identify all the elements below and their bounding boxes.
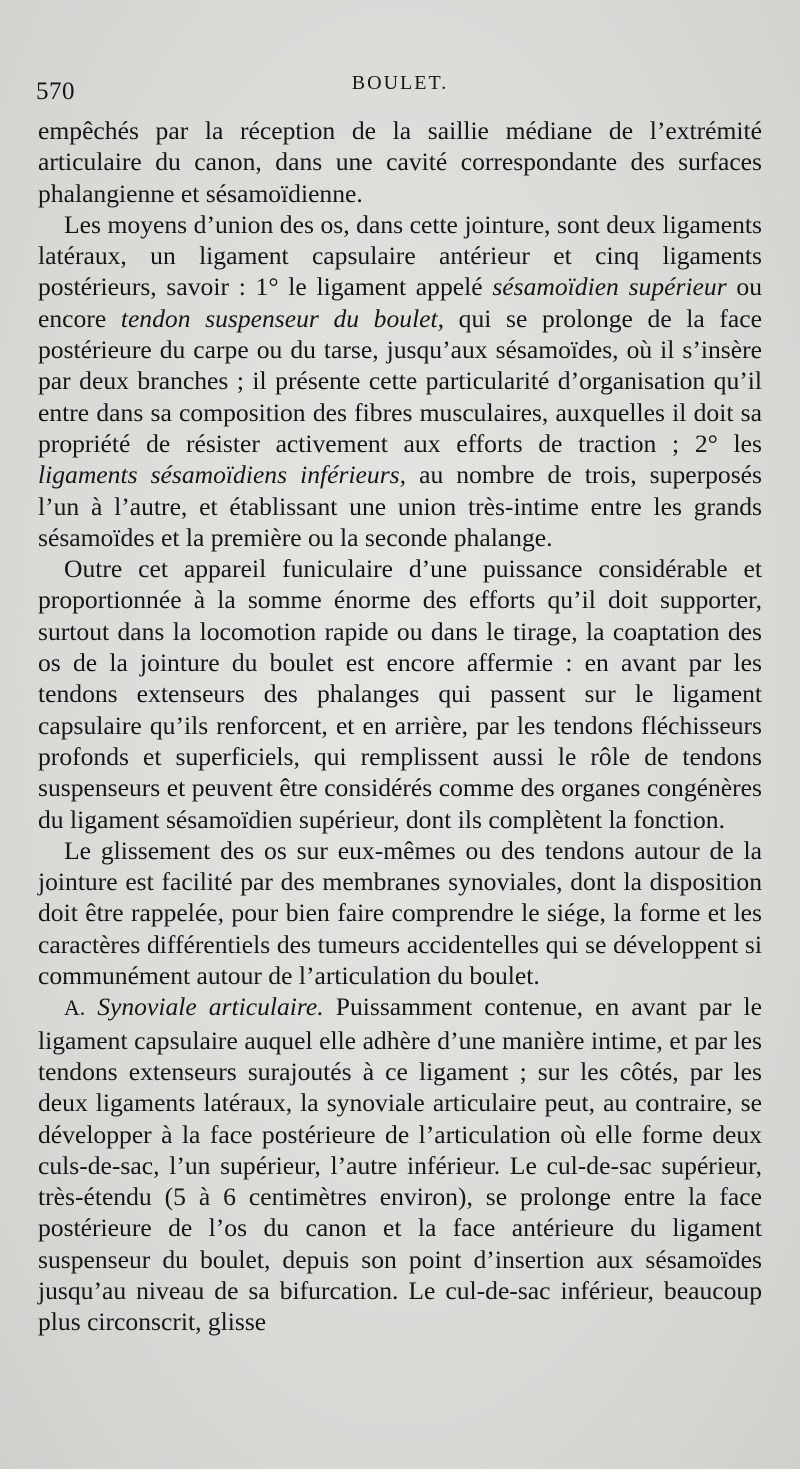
italic-term: sésamoïdien supérieur bbox=[492, 272, 727, 302]
running-head bbox=[36, 72, 764, 106]
text-run: Le glissement des os sur eux-mêmes ou des tendons autour de la jointure est facilité par des membranes synoviales, dont la disposition doit être rappelée, pour bien faire comprendre le siége, la forme et les caractères différentiels des tumeurs accidentelles qui se développent si communément autour de l’articulation du boulet. bbox=[38, 835, 762, 991]
text-run: Les moyens d’union des os, dans cette jointure, sont deux ligaments latéraux, un ligament capsulaire antérieur et cinq ligaments postérieurs, savoir : 1° le ligament appelé bbox=[38, 209, 762, 302]
text-run: qui se prolonge de la face postérieure du carpe ou du tarse, jusqu’aux sésamoïdes, où il s’insère par deux branches ; il présente cette particularité d’organisation qu’il entre dans sa composition des fibres musculaires, auxquelles il doit sa propriété de résister activement aux efforts de traction ; 2° les bbox=[38, 303, 762, 458]
paragraph-synovial-membranes bbox=[38, 835, 762, 991]
italic-term: tendon suspenseur du boulet, bbox=[120, 303, 445, 333]
text-run: au nombre de trois, superposés l’un à l’autre, et établissant une union très-intime entre les grands sésamoïdes et la première ou la seconde phalange. bbox=[38, 460, 762, 552]
italic-term: Synoviale articulaire. bbox=[97, 992, 324, 1022]
italic-term: ligaments sésamoïdiens inférieurs, bbox=[38, 460, 407, 490]
text-run: ou encore bbox=[38, 272, 763, 333]
text-run bbox=[85, 992, 97, 1021]
text-run: Outre cet appareil funiculaire d’une puissance considérable et proportionnée à la somme énorme des efforts qu’il doit supporter, surtout dans la locomotion rapide ou dans le tirage, la coaptation des os de la jointure du boulet est encore affermie : en avant par les tendons extenseurs des phalanges qui passent sur le ligament capsulaire qu’ils renforcent, et en arrière, par les tendons fléchisseurs profonds et superficiels, qui remplissent aussi le rôle de tendons suspenseurs et peuvent être considérés comme des organes congénères du ligament sésamoïdien supérieur, dont ils complètent la fonction. bbox=[38, 554, 762, 834]
page-title: BOULET. bbox=[351, 72, 449, 94]
paragraph-articular-synovial bbox=[38, 991, 762, 1337]
text-run: Puissamment contenue, en avant par le ligament capsulaire auquel elle adhère d’une manière intime, et par les tendons extenseurs surajoutés à ce ligament ; sur les côtés, par les deux ligaments latéraux, la synoviale articulaire peut, au contraire, se développer à la face postérieure de l’articulation où elle forme deux culs-de-sac, l’un supérieur, l’autre inférieur. Le cul-de-sac supérieur, très-étendu (5 à 6 centimètres environ), se prolonge entre la face postérieure de l’os du canon et la face antérieure du ligament suspenseur du boulet, depuis son point d’insertion aux sésamoïdes jusqu’au niveau de sa bifurcation. Le cul-de-sac inférieur, beaucoup plus circonscrit, glisse bbox=[38, 992, 763, 1337]
section-letter: A. bbox=[64, 996, 86, 1021]
paragraph-funicular-apparatus bbox=[38, 553, 762, 835]
paragraph-ligaments bbox=[38, 209, 762, 553]
body-text bbox=[38, 115, 762, 1338]
paragraph-continued bbox=[38, 115, 762, 209]
page-number: 570 bbox=[36, 78, 75, 105]
text-run: empêchés par la réception de la saillie médiane de l’extrémité articulaire du canon, dans une cavité correspondante des surfaces phalangienne et sésamoïdienne. bbox=[38, 116, 762, 208]
